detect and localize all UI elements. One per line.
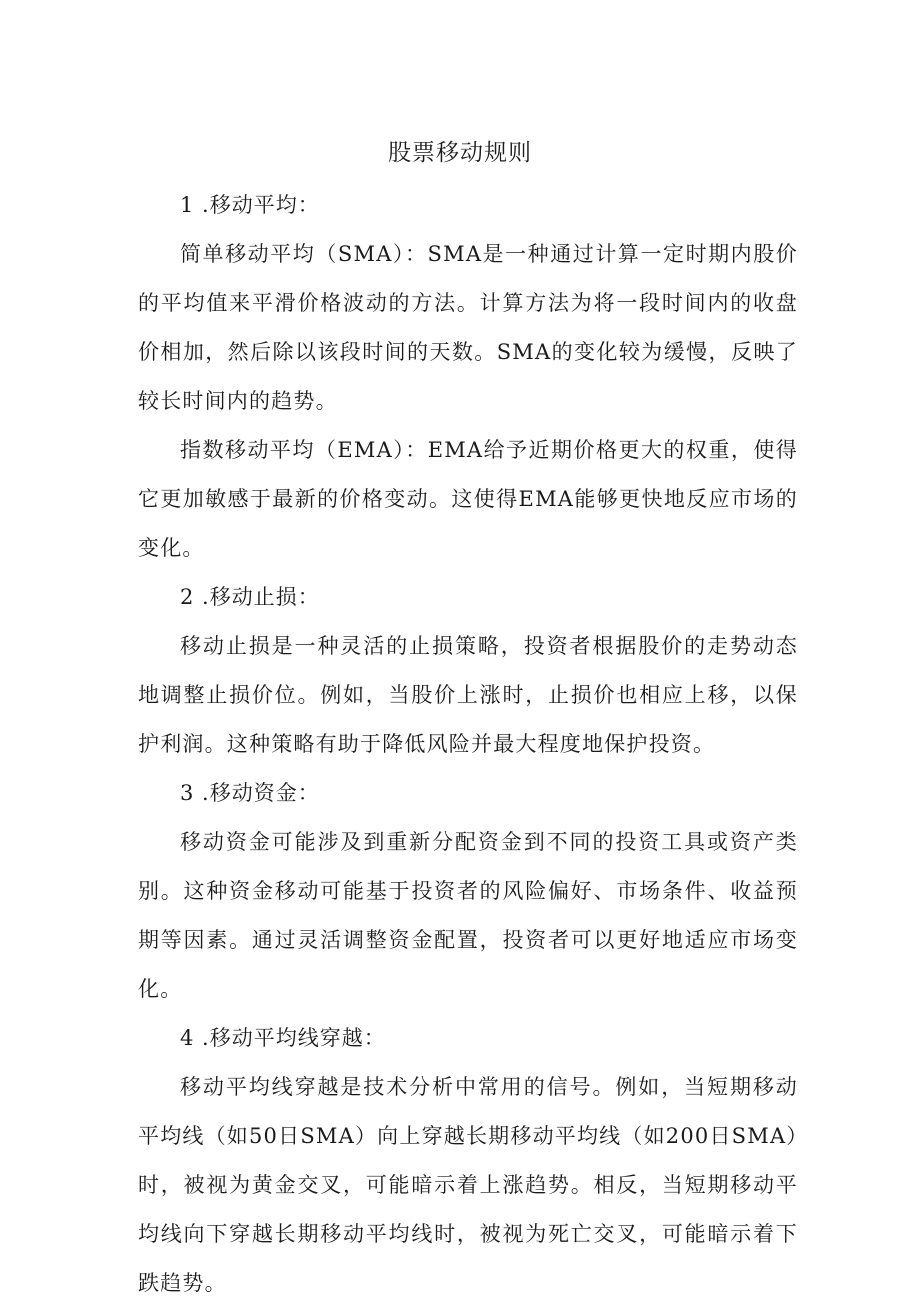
paragraph-moving-funds: 移动资金可能涉及到重新分配资金到不同的投资工具或资产类别。这种资金移动可能基于投资者的风险偏好、市场条件、收益预期等因素。通过灵活调整资金配置，投资者可以更好地适应市场变化。: [138, 830, 798, 1001]
document-body: [138, 188, 798, 1315]
page-title: 股票移动规则: [388, 140, 532, 166]
section-heading-trailing-stop: 2 .移动止损：: [180, 585, 320, 609]
section-heading-moving-funds: 3 .移动资金：: [180, 781, 320, 805]
paragraph-ma-crossover: 移动平均线穿越是技术分析中常用的信号。例如，当短期移动平均线（如50日SMA）向上穿越长期移动平均线（如200日SMA）时，被视为黄金交叉，可能暗示着上涨趋势。相反，当短期移动平均线向下穿越长期移动平均线时，被视为死亡交叉，可能暗示着下跌趋势。: [138, 1075, 799, 1295]
paragraph-trailing-stop: 移动止损是一种灵活的止损策略，投资者根据股价的走势动态地调整止损价位。例如，当股价上涨时，止损价也相应上移，以保护利润。这种策略有助于降低风险并最大程度地保护投资。: [138, 634, 798, 756]
paragraph-sma: 简单移动平均（SMA）：SMA是一种通过计算一定时期内股价的平均值来平滑价格波动的方法。计算方法为将一段时间内的收盘价相加，然后除以该段时间的天数。SMA的变化较为缓慢，反映了较长时间内的趋势。: [138, 242, 798, 413]
section-heading-moving-average: 1 .移动平均：: [180, 193, 320, 217]
paragraph-ema: 指数移动平均（EMA）：EMA给予近期价格更大的权重，使得它更加敏感于最新的价格变动。这使得EMA能够更快地反应市场的变化。: [138, 438, 798, 560]
section-heading-ma-crossover: 4 .移动平均线穿越：: [180, 1026, 386, 1050]
